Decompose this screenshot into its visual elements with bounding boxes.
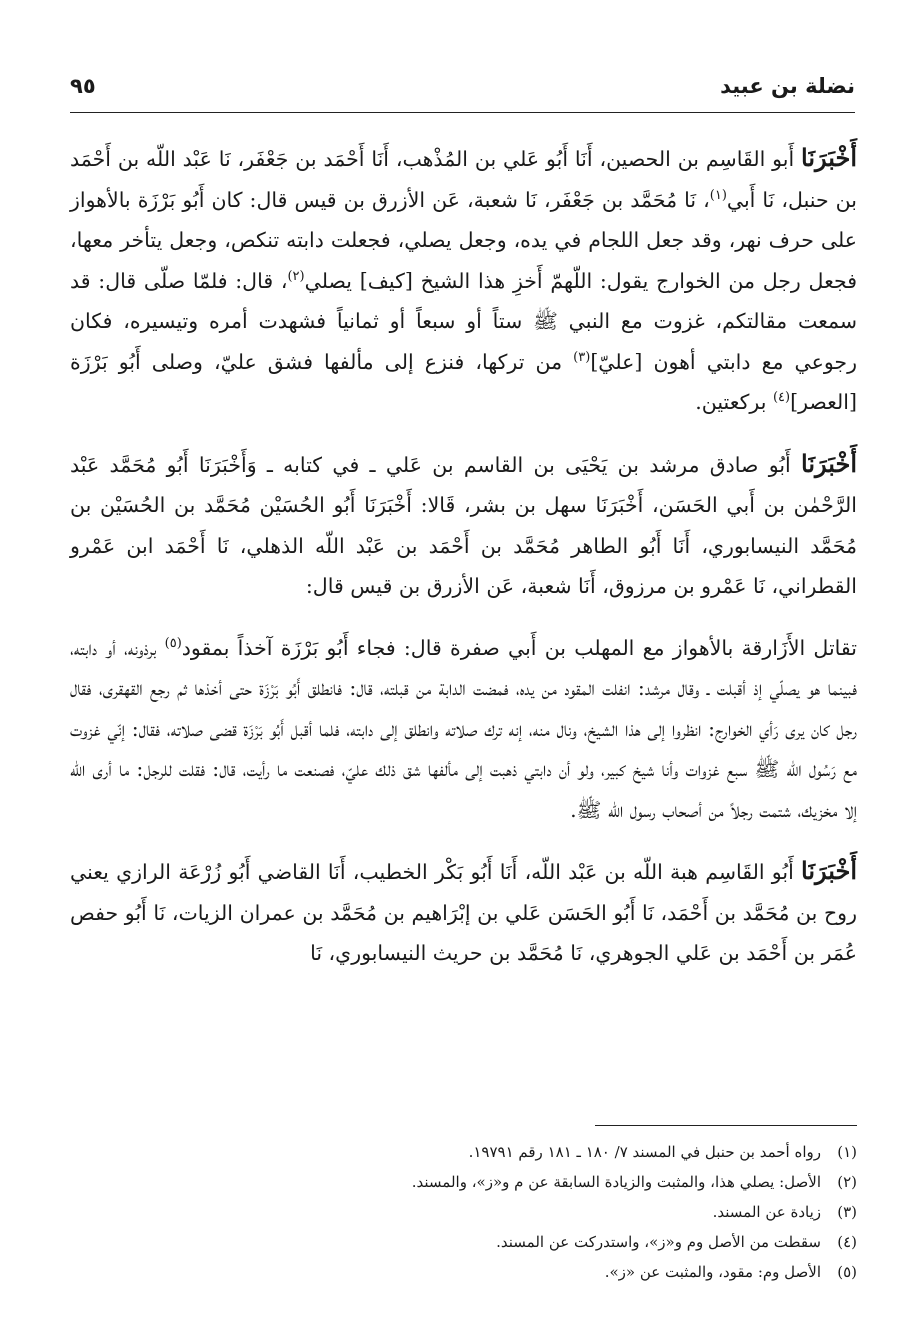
footnote-text: الأصل وم: مقود، والمثبت عن «ز». [604, 1263, 821, 1281]
footnote-text: سقطت من الأصل وم و«ز»، واستدركت عن المسند. [496, 1233, 821, 1251]
paragraph-text: ، نَا مُحَمَّد بن جَعْفَر، نَا شعبة، عَن الأزرق بن قيس قال: كان أَبُو بَرْزَة بالأهواز على حرف نهر، وقد جعل اللجام في يده، وجعل يصلي، فجعلت دابته تنكص، وجعل يتأخر معها، فجعل رجل من الخوارج يقول: اللّهمّ أَخزِ هذا الشيخ [كيف] يصلي [70, 187, 857, 293]
footnote-ref[interactable]: (٣) [573, 349, 591, 365]
paragraph-text: برذونه، أو دابته، فبينما هو يصلّي إذ أقبلت ـ وقال مرشد: انفلت المقود من يده، فمضت الدابة من قبلته، قال: فانطلق أَبُو بَرْزَة حتى أخذها ثم رجع القهقرى، فقال رجل كان يرى رَأي الخوارج: انظروا إلى هذا الشيخ، ونال منه، إنه ترك صلاته وانطلق إلى دابته، فلما أقبل أَبُو بَرْزَة قضى صلاته، فقال: إنّي غزوت مع رَسُول اللّه ﷺ سبع غزوات وأنا شيخ كبير، ولو أن دابتي ذهبت إلى مألفها شق ذلك عليّ، فصنعت ما رأيت، قال: فقلت للرجل: ما أرى اللّه إلا مخزيك، شتمت رجلاً من أصحاب رسول اللّه ﷺ. [70, 635, 857, 822]
paragraph-text: تقاتل الأَزَارقة بالأهواز مع المهلب بن أَبي صفرة قال: فجاء أَبُو بَرْزَة آخذاً بمقود [181, 635, 857, 660]
footnote-number: (١) [837, 1143, 857, 1161]
footnote [70, 1167, 857, 1197]
footnote-ref[interactable]: (١) [709, 187, 727, 203]
isnad-lead: أَخْبَرَنَا [801, 143, 857, 172]
paragraph-text: أَبُو صادق مرشد بن يَحْيَى بن القاسم بن عَلي ـ في كتابه ـ وَأَخْبَرَنَا أَبُو مُحَمَّد عَبْد الرَّحْمٰن بن أَبي الحَسَن، أَخْبَرَنَا سهل بن بشر، قَالا: أَخْبَرَنَا أَبُو الحُسَيْن مُحَمَّد بن الحُسَيْن بن مُحَمَّد النيسابوري، أَنَا أَبُو الطاهر مُحَمَّد بن أَحْمَد بن عَبْد اللّه الذهلي، نَا أَحْمَد ابن عَمْرو القطراني، نَا عَمْرو بن مرزوق، أَنَا شعبة، عَن الأزرق بن قيس قال: [70, 452, 857, 598]
footnote-ref[interactable]: (٥) [164, 635, 182, 651]
paragraph-text: ، قال: فلمّا صلّى قال: قد سمعت مقالتكم، غزوت مع النبي ﷺ ستاً أو سبعاً أو ثمانياً فشهدت أمره وتيسيره، فكان رجوعي مع دابتي أهون [عليّ] [70, 268, 858, 374]
footnote [70, 1137, 857, 1167]
footnote-number: (٢) [837, 1173, 857, 1191]
footnote-number: (٣) [837, 1203, 857, 1221]
footnote [70, 1197, 857, 1227]
footnote [70, 1257, 857, 1287]
footnote-text: رواه أحمد بن حنبل في المسند ٧/ ١٨٠ ـ ١٨١ رقم ١٩٧٩١. [468, 1143, 821, 1161]
body-text [70, 138, 857, 995]
paragraph-text: من تركها، فنزع إلى مألفها فشق عليّ، وصلى أَبُو بَرْزَة [العصر] [70, 349, 857, 414]
paragraph [70, 851, 857, 974]
footnote [70, 1227, 857, 1257]
isnad-lead: أَخْبَرَنَا [801, 448, 857, 478]
paragraph [70, 138, 857, 423]
footnotes [70, 1137, 857, 1287]
isnad-lead: أَخْبَرَنَا [801, 856, 857, 885]
paragraph-text: بركعتين. [695, 390, 773, 414]
footnote-ref[interactable]: (٢) [287, 268, 305, 284]
paragraph-text: أَبُو القَاسِم هبة اللّه بن عَبْد اللّه، أَنَا أَبُو بَكْر الخطيب، أَنَا القاضي أَبُو زُرْعَة الرازي يعني روح بن مُحَمَّد بن أَحْمَد، نَا أَبُو الحَسَن عَلي بن إبْرَاهيم بن مُحَمَّد بن عمران الزيات، نَا أَبُو حفص عُمَر بن أَحْمَد بن عَلي الجوهري، نَا مُحَمَّد بن حريث النيسابوري، نَا [70, 860, 857, 965]
footnote-text: زيادة عن المسند. [712, 1203, 821, 1221]
page-number: ٩٥ [70, 74, 96, 98]
book-title: نضلة بن عبيد [720, 74, 855, 98]
footnote-ref[interactable]: (٤) [772, 390, 791, 406]
paragraph [70, 444, 857, 607]
footnote-number: (٤) [837, 1233, 857, 1251]
paragraph [70, 628, 857, 831]
footnote-number: (٥) [837, 1263, 857, 1281]
footnote-text: الأصل: يصلي هذا، والمثبت والزيادة السابقة عن م و«ز»، والمسند. [411, 1173, 821, 1191]
footnote-divider [595, 1125, 857, 1126]
running-header [70, 66, 855, 113]
paragraph-text: أَبو القَاسِم بن الحصين، أَنَا أَبُو عَلي بن المُذْهب، أَنَا أَحْمَد بن جَعْفَر، نَا عَبْد اللّه بن أَحْمَد بن حنبل، نَا أَبي [70, 147, 857, 212]
